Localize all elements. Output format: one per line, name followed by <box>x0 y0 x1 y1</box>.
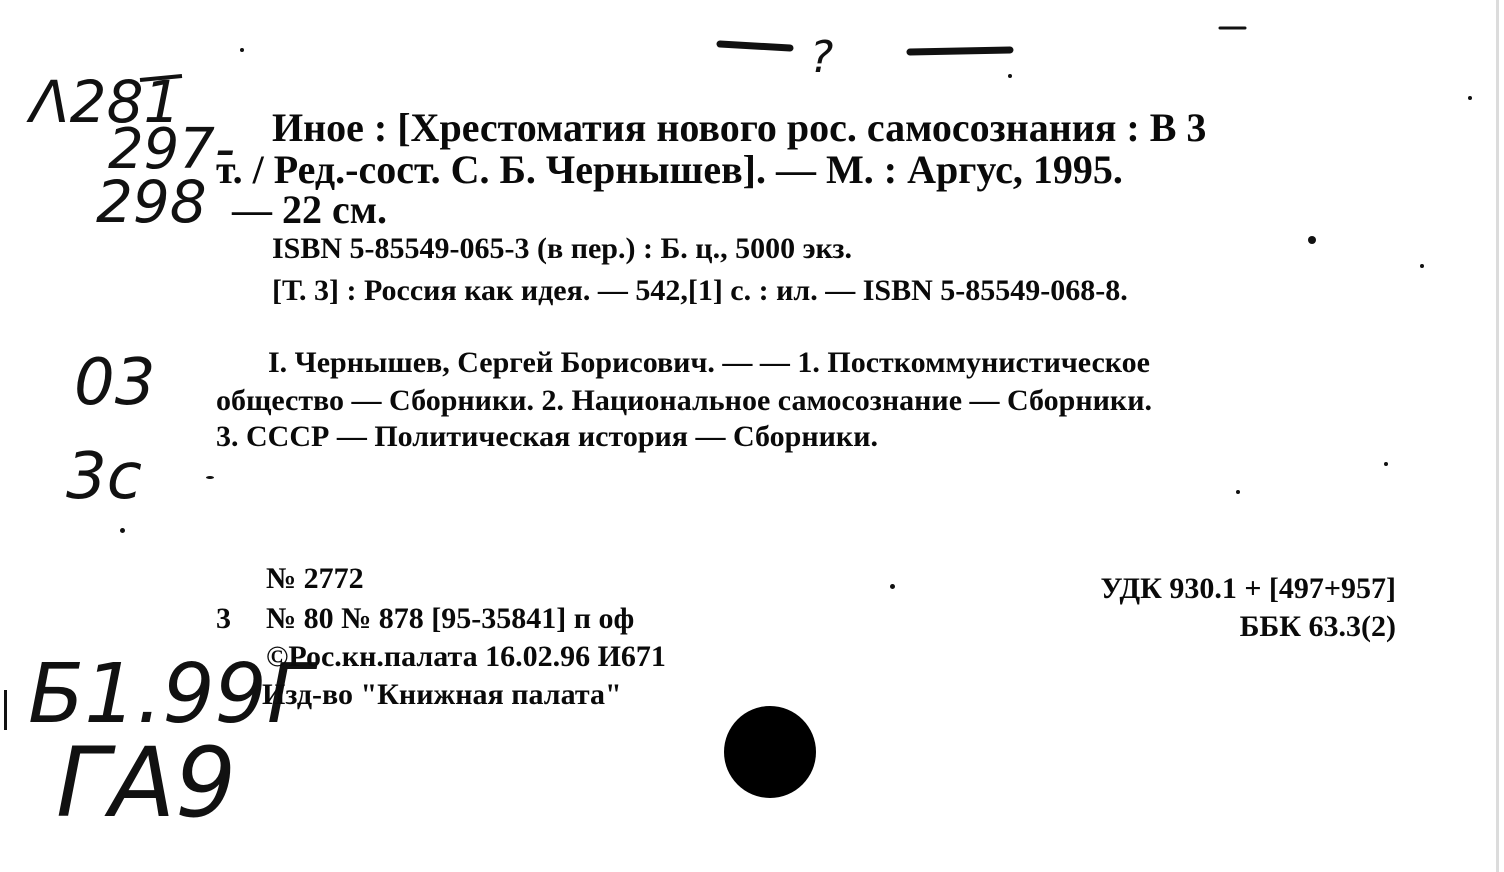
volume-line: [Т. 3] : Россия как идея. — 542,[1] с. : ил. — ISBN 5-85549-068-8. <box>272 274 1128 307</box>
entry-line-3: — 22 см. <box>232 187 387 232</box>
speck <box>120 528 125 533</box>
code-3c: 3c <box>66 440 142 514</box>
top-question-mark: ? <box>810 32 834 83</box>
card-number: № 2772 <box>266 562 364 595</box>
subject-line-3: 3. СССР — Политическая история — Сборники. <box>216 420 878 453</box>
ink-blot <box>724 706 816 798</box>
code-b1-99g: Б1.99Г <box>28 647 313 742</box>
shelf-mark-3: 298 <box>96 168 207 236</box>
scan-edge-right <box>1496 0 1499 872</box>
registration-numbers: № 80 № 878 [95-35841] п оф <box>266 602 635 635</box>
speck <box>1420 264 1424 268</box>
speck <box>1008 74 1012 78</box>
speck <box>240 48 244 52</box>
speck <box>1236 490 1240 494</box>
isbn-line: ISBN 5-85549-065-3 (в пер.) : Б. ц., 5000 экз. <box>272 232 852 265</box>
copies-prefix: 3 <box>216 602 231 635</box>
shelf-mark-2: 297- <box>108 117 236 182</box>
shelf-mark-1: Λ281 <box>30 68 181 136</box>
speck <box>890 584 895 589</box>
publisher-line: Изд-во "Книжная палата" <box>262 678 622 711</box>
subject-line-2: общество — Сборники. 2. Национальное самосознание — Сборники. <box>216 384 1152 417</box>
speck <box>206 476 214 479</box>
speck <box>1308 236 1316 244</box>
bbk-code: ББК 63.3(2) <box>1239 610 1396 643</box>
code-03: 03 <box>74 346 156 420</box>
copyright-line: ©Рос.кн.палата 16.02.96 И671 <box>266 640 666 673</box>
entry-line-2: т. / Ред.-сост. С. Б. Чернышев]. — М. : Аргус, 1995. <box>216 147 1123 192</box>
subject-line-1: I. Чернышев, Сергей Борисович. — — 1. Посткоммунистическое <box>268 346 1150 379</box>
speck <box>1468 96 1472 100</box>
scan-edge-left <box>4 690 7 730</box>
code-ga9: ГА9 <box>56 727 237 839</box>
udk-code: УДК 930.1 + [497+957] <box>1100 572 1396 605</box>
speck <box>1384 462 1388 466</box>
entry-line-1: Иное : [Хрестоматия нового рос. самосознания : В 3 <box>272 105 1207 150</box>
